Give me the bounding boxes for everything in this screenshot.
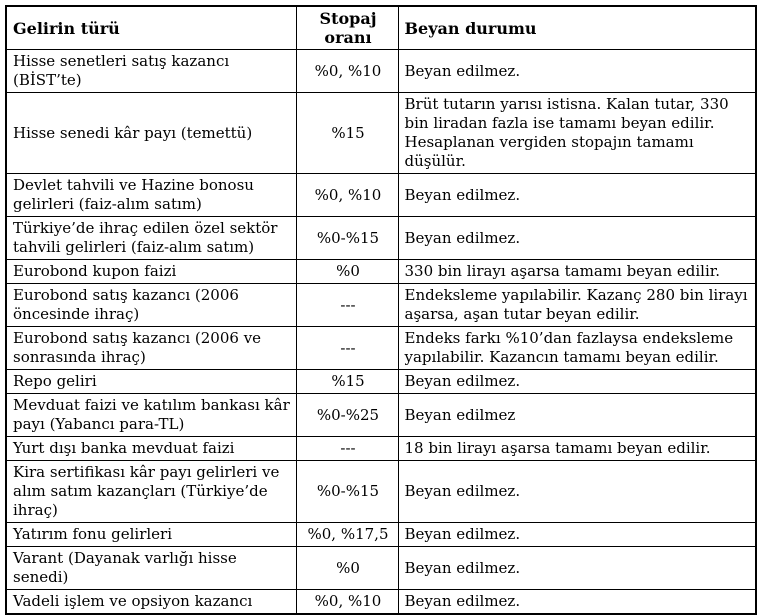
declaration-status-cell: Endeksleme yapılabilir. Kazanç 280 bin lirayı aşarsa, aşan tutar beyan edilir. bbox=[398, 284, 756, 327]
header-withholding-rate: Stopaj oranı bbox=[296, 6, 398, 50]
table-row bbox=[6, 284, 756, 327]
declaration-status-cell: Beyan edilmez. bbox=[398, 174, 756, 217]
header-declaration-status: Beyan durumu bbox=[398, 6, 756, 50]
table-body bbox=[6, 50, 756, 615]
withholding-rate-cell: %0, %17,5 bbox=[296, 523, 398, 547]
declaration-status-cell: 330 bin lirayı aşarsa tamamı beyan edilir. bbox=[398, 260, 756, 284]
withholding-rate-cell: --- bbox=[296, 327, 398, 370]
table-row bbox=[6, 217, 756, 260]
declaration-status-cell: Brüt tutarın yarısı istisna. Kalan tutar, 330 bin liradan fazla ise tamamı beyan edilir. Hesaplanan vergiden stopajın tamamı düşülür. bbox=[398, 93, 756, 174]
table-row bbox=[6, 327, 756, 370]
declaration-status-cell: Beyan edilmez. bbox=[398, 50, 756, 93]
tax-income-table bbox=[5, 5, 757, 615]
income-type-cell: Devlet tahvili ve Hazine bonosu gelirleri (faiz-alım satım) bbox=[6, 174, 296, 217]
income-type-cell: Türkiye’de ihraç edilen özel sektör tahvili gelirleri (faiz-alım satım) bbox=[6, 217, 296, 260]
income-type-cell: Eurobond kupon faizi bbox=[6, 260, 296, 284]
declaration-status-cell: Endeks farkı %10’dan fazlaysa endeksleme yapılabilir. Kazancın tamamı beyan edilir. bbox=[398, 327, 756, 370]
withholding-rate-cell: %0-%15 bbox=[296, 461, 398, 523]
withholding-rate-cell: --- bbox=[296, 284, 398, 327]
table-row bbox=[6, 260, 756, 284]
declaration-status-cell: Beyan edilmez. bbox=[398, 217, 756, 260]
income-type-cell: Hisse senetleri satış kazancı (BİST’te) bbox=[6, 50, 296, 93]
withholding-rate-cell: %0 bbox=[296, 260, 398, 284]
table-row bbox=[6, 93, 756, 174]
table-row bbox=[6, 370, 756, 394]
withholding-rate-cell: --- bbox=[296, 437, 398, 461]
table-row bbox=[6, 437, 756, 461]
income-type-cell: Yurt dışı banka mevduat faizi bbox=[6, 437, 296, 461]
withholding-rate-cell: %0 bbox=[296, 547, 398, 590]
income-type-cell: Vadeli işlem ve opsiyon kazancı bbox=[6, 590, 296, 615]
declaration-status-cell: Beyan edilmez bbox=[398, 394, 756, 437]
income-type-cell: Yatırım fonu gelirleri bbox=[6, 523, 296, 547]
income-type-cell: Repo geliri bbox=[6, 370, 296, 394]
withholding-rate-cell: %0, %10 bbox=[296, 50, 398, 93]
income-type-cell: Eurobond satış kazancı (2006 öncesinde ihraç) bbox=[6, 284, 296, 327]
declaration-status-cell: Beyan edilmez. bbox=[398, 590, 756, 615]
income-type-cell: Kira sertifikası kâr payı gelirleri ve alım satım kazançları (Türkiye’de ihraç) bbox=[6, 461, 296, 523]
table-row bbox=[6, 174, 756, 217]
withholding-rate-cell: %15 bbox=[296, 93, 398, 174]
withholding-rate-cell: %0, %10 bbox=[296, 590, 398, 615]
header-income-type: Gelirin türü bbox=[6, 6, 296, 50]
table-row bbox=[6, 590, 756, 615]
withholding-rate-cell: %15 bbox=[296, 370, 398, 394]
income-type-cell: Eurobond satış kazancı (2006 ve sonrasında ihraç) bbox=[6, 327, 296, 370]
table-row bbox=[6, 394, 756, 437]
declaration-status-cell: Beyan edilmez. bbox=[398, 461, 756, 523]
declaration-status-cell: 18 bin lirayı aşarsa tamamı beyan edilir. bbox=[398, 437, 756, 461]
withholding-rate-cell: %0, %10 bbox=[296, 174, 398, 217]
table-header-row bbox=[6, 6, 756, 50]
table-row bbox=[6, 50, 756, 93]
declaration-status-cell: Beyan edilmez. bbox=[398, 370, 756, 394]
declaration-status-cell: Beyan edilmez. bbox=[398, 523, 756, 547]
withholding-rate-cell: %0-%15 bbox=[296, 217, 398, 260]
income-type-cell: Varant (Dayanak varlığı hisse senedi) bbox=[6, 547, 296, 590]
income-type-cell: Hisse senedi kâr payı (temettü) bbox=[6, 93, 296, 174]
table-row bbox=[6, 461, 756, 523]
declaration-status-cell: Beyan edilmez. bbox=[398, 547, 756, 590]
withholding-rate-cell: %0-%25 bbox=[296, 394, 398, 437]
table-row bbox=[6, 547, 756, 590]
header-row bbox=[6, 6, 756, 50]
income-type-cell: Mevduat faizi ve katılım bankası kâr payı (Yabancı para-TL) bbox=[6, 394, 296, 437]
table-row bbox=[6, 523, 756, 547]
